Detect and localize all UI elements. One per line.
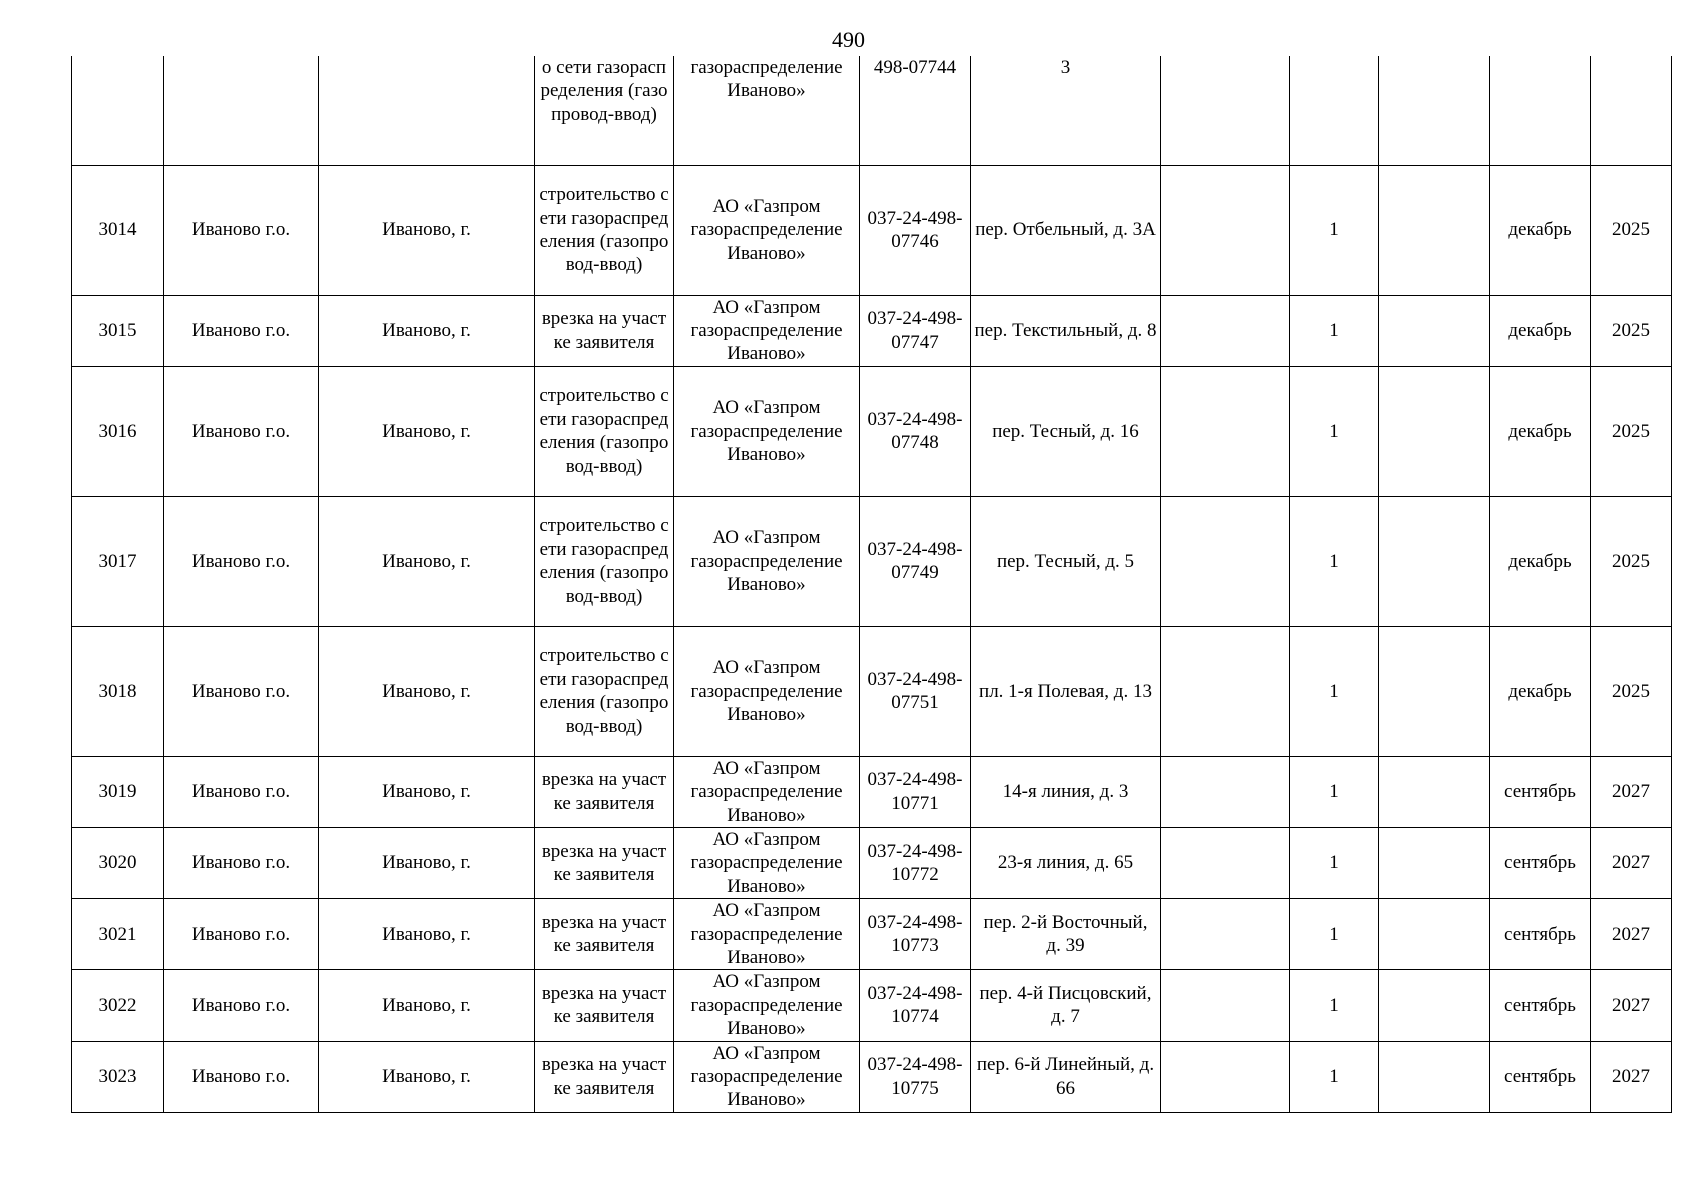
district-cell: Иваново г.о. <box>164 496 319 626</box>
organization-cell: АО «Газпром газораспределение Иваново» <box>674 970 860 1041</box>
table-row <box>72 756 1672 827</box>
empty-cell <box>1161 970 1290 1041</box>
count-cell: 1 <box>1290 165 1379 295</box>
table-row <box>72 295 1672 366</box>
year-cell: 2025 <box>1591 366 1672 496</box>
locality-cell: Иваново, г. <box>319 295 535 366</box>
row-number-cell: 3014 <box>72 165 164 295</box>
year-cell: 2027 <box>1591 899 1672 970</box>
address-cell: 14-я линия, д. 3 <box>971 756 1161 827</box>
table-row <box>72 827 1672 898</box>
code-cell: 037-24-498-10775 <box>860 1041 971 1112</box>
empty-cell <box>1161 496 1290 626</box>
code-cell: 498-07744 <box>860 56 971 165</box>
table-body <box>72 56 1672 1112</box>
work-type-cell: строительство сети газораспределения (газопровод-ввод) <box>535 165 674 295</box>
table-row <box>72 899 1672 970</box>
organization-cell: АО «Газпром газораспределение Иваново» <box>674 496 860 626</box>
empty-cell <box>1379 626 1490 756</box>
work-type-cell: врезка на участке заявителя <box>535 295 674 366</box>
organization-cell: АО «Газпром газораспределение Иваново» <box>674 899 860 970</box>
work-type-cell: строительство сети газораспределения (газопровод-ввод) <box>535 496 674 626</box>
year-cell: 2025 <box>1591 165 1672 295</box>
table-row <box>72 1041 1672 1112</box>
address-cell: пл. 1-я Полевая, д. 13 <box>971 626 1161 756</box>
code-cell: 037-24-498-10774 <box>860 970 971 1041</box>
count-cell <box>1290 56 1379 165</box>
code-cell: 037-24-498-07747 <box>860 295 971 366</box>
row-number-cell: 3022 <box>72 970 164 1041</box>
count-cell: 1 <box>1290 295 1379 366</box>
month-cell: сентябрь <box>1490 899 1591 970</box>
work-type-cell: врезка на участке заявителя <box>535 756 674 827</box>
year-cell: 2027 <box>1591 970 1672 1041</box>
empty-cell <box>1161 756 1290 827</box>
district-cell: Иваново г.о. <box>164 970 319 1041</box>
empty-cell <box>1379 1041 1490 1112</box>
organization-cell: АО «Газпром газораспределение Иваново» <box>674 295 860 366</box>
locality-cell: Иваново, г. <box>319 165 535 295</box>
locality-cell: Иваново, г. <box>319 970 535 1041</box>
work-type-cell: строительство сети газораспределения (газопровод-ввод) <box>535 626 674 756</box>
address-cell: пер. Тесный, д. 16 <box>971 366 1161 496</box>
count-cell: 1 <box>1290 827 1379 898</box>
locality-cell: Иваново, г. <box>319 1041 535 1112</box>
district-cell <box>164 56 319 165</box>
empty-cell <box>1161 827 1290 898</box>
address-cell: 3 <box>971 56 1161 165</box>
district-cell: Иваново г.о. <box>164 626 319 756</box>
organization-cell: АО «Газпром газораспределение Иваново» <box>674 165 860 295</box>
organization-cell: АО «Газпром газораспределение Иваново» <box>674 366 860 496</box>
count-cell: 1 <box>1290 899 1379 970</box>
row-number-cell: 3019 <box>72 756 164 827</box>
empty-cell <box>1379 56 1490 165</box>
year-cell: 2025 <box>1591 626 1672 756</box>
district-cell: Иваново г.о. <box>164 756 319 827</box>
code-cell: 037-24-498-07749 <box>860 496 971 626</box>
page-number: 490 <box>832 27 865 52</box>
table-row <box>72 56 1672 165</box>
month-cell: сентябрь <box>1490 1041 1591 1112</box>
row-number-cell: 3017 <box>72 496 164 626</box>
code-cell: 037-24-498-07751 <box>860 626 971 756</box>
empty-cell <box>1379 899 1490 970</box>
address-cell: 23-я линия, д. 65 <box>971 827 1161 898</box>
district-cell: Иваново г.о. <box>164 366 319 496</box>
address-cell: пер. Тесный, д. 5 <box>971 496 1161 626</box>
count-cell: 1 <box>1290 496 1379 626</box>
locality-cell: Иваново, г. <box>319 756 535 827</box>
month-cell: сентябрь <box>1490 756 1591 827</box>
row-number-cell: 3020 <box>72 827 164 898</box>
district-cell: Иваново г.о. <box>164 827 319 898</box>
work-type-cell: врезка на участке заявителя <box>535 827 674 898</box>
month-cell: декабрь <box>1490 165 1591 295</box>
work-type-cell: о сети газораспределения (газопровод-ввод) <box>535 56 674 165</box>
month-cell: декабрь <box>1490 626 1591 756</box>
empty-cell <box>1161 56 1290 165</box>
row-number-cell: 3021 <box>72 899 164 970</box>
month-cell: декабрь <box>1490 295 1591 366</box>
year-cell: 2025 <box>1591 496 1672 626</box>
address-cell: пер. Текстильный, д. 8 <box>971 295 1161 366</box>
year-cell: 2027 <box>1591 756 1672 827</box>
district-cell: Иваново г.о. <box>164 1041 319 1112</box>
table-row <box>72 970 1672 1041</box>
row-number-cell: 3018 <box>72 626 164 756</box>
code-cell: 037-24-498-07748 <box>860 366 971 496</box>
count-cell: 1 <box>1290 366 1379 496</box>
year-cell: 2025 <box>1591 295 1672 366</box>
month-cell: декабрь <box>1490 366 1591 496</box>
count-cell: 1 <box>1290 1041 1379 1112</box>
year-cell <box>1591 56 1672 165</box>
empty-cell <box>1161 899 1290 970</box>
empty-cell <box>1379 366 1490 496</box>
table-row <box>72 496 1672 626</box>
empty-cell <box>1379 756 1490 827</box>
locality-cell: Иваново, г. <box>319 626 535 756</box>
row-number-cell <box>72 56 164 165</box>
count-cell: 1 <box>1290 970 1379 1041</box>
empty-cell <box>1379 970 1490 1041</box>
locality-cell <box>319 56 535 165</box>
empty-cell <box>1161 165 1290 295</box>
month-cell: декабрь <box>1490 496 1591 626</box>
district-cell: Иваново г.о. <box>164 165 319 295</box>
address-cell: пер. 4-й Писцовский, д. 7 <box>971 970 1161 1041</box>
work-type-cell: врезка на участке заявителя <box>535 899 674 970</box>
locality-cell: Иваново, г. <box>319 366 535 496</box>
gasification-table <box>71 56 1672 1113</box>
empty-cell <box>1161 626 1290 756</box>
month-cell: сентябрь <box>1490 827 1591 898</box>
code-cell: 037-24-498-10772 <box>860 827 971 898</box>
locality-cell: Иваново, г. <box>319 496 535 626</box>
work-type-cell: врезка на участке заявителя <box>535 970 674 1041</box>
count-cell: 1 <box>1290 626 1379 756</box>
organization-cell: газораспределение Иваново» <box>674 56 860 165</box>
empty-cell <box>1161 295 1290 366</box>
table-row <box>72 165 1672 295</box>
table-row <box>72 626 1672 756</box>
work-type-cell: строительство сети газораспределения (газопровод-ввод) <box>535 366 674 496</box>
empty-cell <box>1379 165 1490 295</box>
count-cell: 1 <box>1290 756 1379 827</box>
year-cell: 2027 <box>1591 1041 1672 1112</box>
district-cell: Иваново г.о. <box>164 899 319 970</box>
month-cell <box>1490 56 1591 165</box>
district-cell: Иваново г.о. <box>164 295 319 366</box>
locality-cell: Иваново, г. <box>319 899 535 970</box>
code-cell: 037-24-498-10773 <box>860 899 971 970</box>
organization-cell: АО «Газпром газораспределение Иваново» <box>674 756 860 827</box>
empty-cell <box>1161 366 1290 496</box>
year-cell: 2027 <box>1591 827 1672 898</box>
work-type-cell: врезка на участке заявителя <box>535 1041 674 1112</box>
address-cell: пер. 2-й Восточный, д. 39 <box>971 899 1161 970</box>
organization-cell: АО «Газпром газораспределение Иваново» <box>674 827 860 898</box>
table-row <box>72 366 1672 496</box>
organization-cell: АО «Газпром газораспределение Иваново» <box>674 1041 860 1112</box>
empty-cell <box>1379 496 1490 626</box>
empty-cell <box>1379 295 1490 366</box>
empty-cell <box>1379 827 1490 898</box>
empty-cell <box>1161 1041 1290 1112</box>
code-cell: 037-24-498-07746 <box>860 165 971 295</box>
locality-cell: Иваново, г. <box>319 827 535 898</box>
address-cell: пер. 6-й Линейный, д. 66 <box>971 1041 1161 1112</box>
row-number-cell: 3015 <box>72 295 164 366</box>
address-cell: пер. Отбельный, д. 3А <box>971 165 1161 295</box>
code-cell: 037-24-498-10771 <box>860 756 971 827</box>
month-cell: сентябрь <box>1490 970 1591 1041</box>
organization-cell: АО «Газпром газораспределение Иваново» <box>674 626 860 756</box>
row-number-cell: 3023 <box>72 1041 164 1112</box>
row-number-cell: 3016 <box>72 366 164 496</box>
